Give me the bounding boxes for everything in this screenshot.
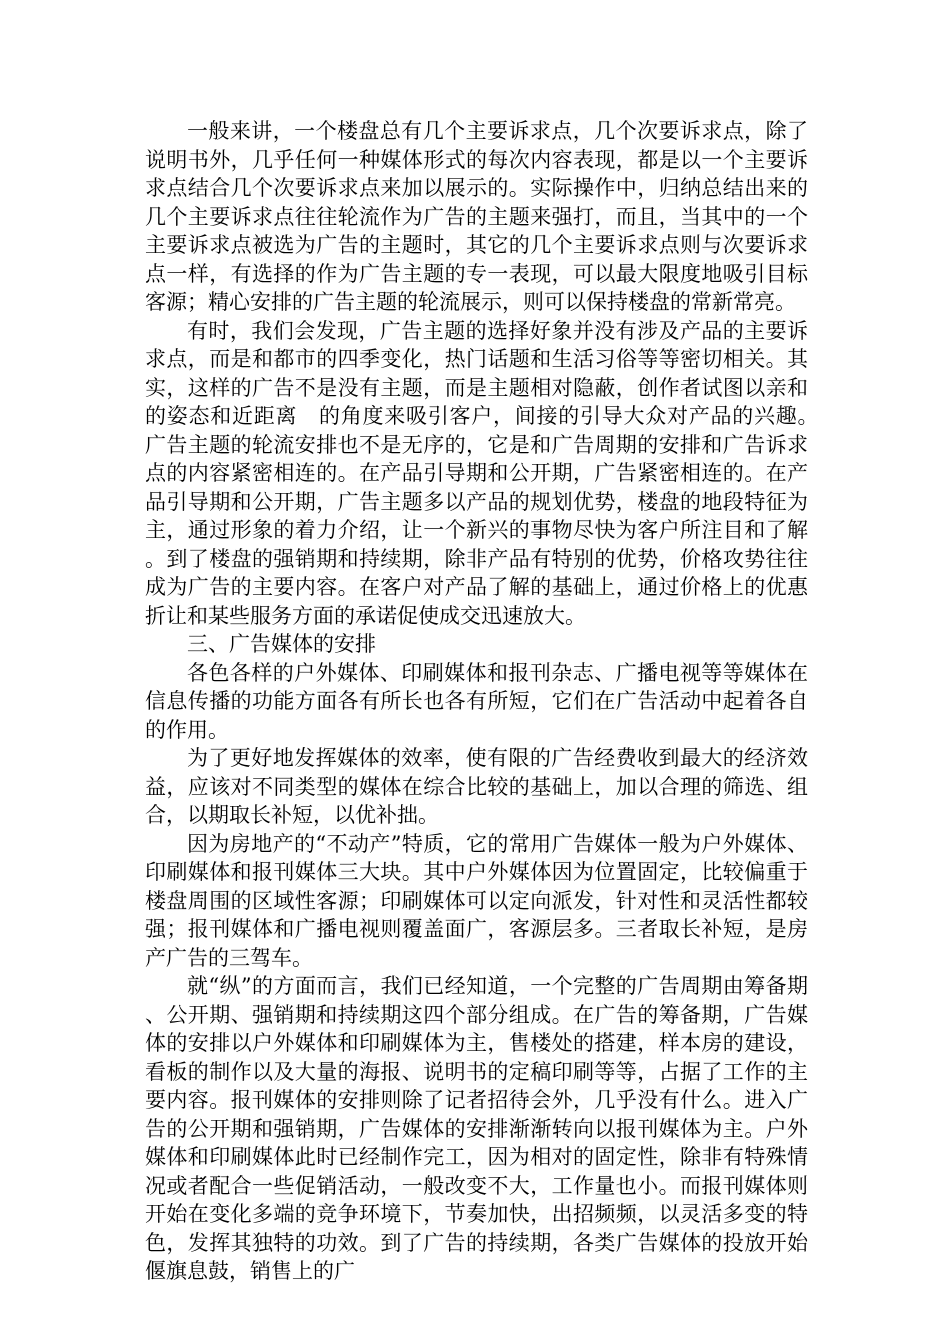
document-body xyxy=(145,117,829,1286)
section-heading-media-arrangement: 三、广告媒体的安排 xyxy=(187,632,376,656)
paragraph-media-functions: 各色各样的户外媒体、印刷媒体和报刊杂志、广播电视等等媒体在信息传播的功能方面各有所长也各有所短，它们在广告活动中起着各自的作用。 xyxy=(145,660,808,742)
paragraph-main-appeal-points: 一般来讲，一个楼盘总有几个主要诉求点，几个次要诉求点，除了说明书外，几乎任何一种媒体形式的每次内容表现，都是以一个主要诉求点结合几个次要诉求点来加以展示的。实际操作中，归纳总结出来的几个主要诉求点往往轮流作为广告的主题来强打，而且，当其中的一个主要诉求点被选为广告的主题时，其它的几个主要诉求点则与次要诉求点一样，有选择的作为广告主题的专一表现，可以最大限度地吸引目标客源；精心安排的广告主题的轮流展示，则可以保持楼盘的常新常亮。 xyxy=(145,119,808,314)
paragraph-ad-theme-rotation: 有时，我们会发现，广告主题的选择好象并没有涉及产品的主要诉求点，而是和都市的四季变化，热门话题和生活习俗等等密切相关。其实，这样的广告不是没有主题，而是主题相对隐蔽，创作者试图以亲和的姿态和近距离 的角度来吸引客户，间接的引导大众对产品的兴趣。 广告主题的轮流安排也不是无序的，它是和广告周期的安排和广告诉求点的内容紧密相连的。在产品引导期和公开期，广告紧密相连的。在产品引导期和公开期，广告主题多以产品的规划优势，楼盘的地段特征为主，通过形象的着力介绍，让一个新兴的事物尽快为客户所注目和了解。到了楼盘的强销期和持续期，除非产品有特别的优势，价格攻势往往成为广告的主要内容。在客户对产品了解的基础上，通过价格上的优惠折让和某些服务方面的承诺促使成交迅速放大。 xyxy=(145,318,829,628)
paragraph-ad-cycle-media: 就“纵”的方面而言，我们已经知道，一个完整的广告周期由筹备期、公开期、强销期和持续期这四个部分组成。在广告的筹备期，广告媒体的安排以户外媒体和印刷媒体为主，售楼处的搭建，样本房的建设，看板的制作以及大量的海报、说明书的定稿印刷等等，占据了工作的主要内容。报刊媒体的安排则除了记者招待会外，几乎没有什么。进入广告的公开期和强销期，广告媒体的安排渐渐转向以报刊媒体为主。户外媒体和印刷媒体此时已经制作完工，因为相对的固定性，除非有特殊情况或者配合一些促销活动，一般改变不大，工作量也小。而报刊媒体则开始在变化多端的竞争环境下，节奏加快，出招频频，以灵活多变的特色，发挥其独特的功效。到了广告的持续期，各类广告媒体的投放开始偃旗息鼓，销售上的广 xyxy=(145,974,808,1283)
paragraph-real-estate-media: 因为房地产的“不动产”特质，它的常用广告媒体一般为户外媒体、印刷媒体和报刊媒体三大块。其中户外媒体因为位置固定，比较偏重于楼盘周围的区域性客源；印刷媒体可以定向派发，针对性和灵活性都较强；报刊媒体和广播电视则覆盖面广，客源层多。三者取长补短，是房产广告的三驾车。 xyxy=(145,831,808,970)
paragraph-media-efficiency: 为了更好地发挥媒体的效率，使有限的广告经费收到最大的经济效益，应该对不同类型的媒体在综合比较的基础上，加以合理的筛选、组合，以期取长补短，以优补拙。 xyxy=(145,746,808,827)
